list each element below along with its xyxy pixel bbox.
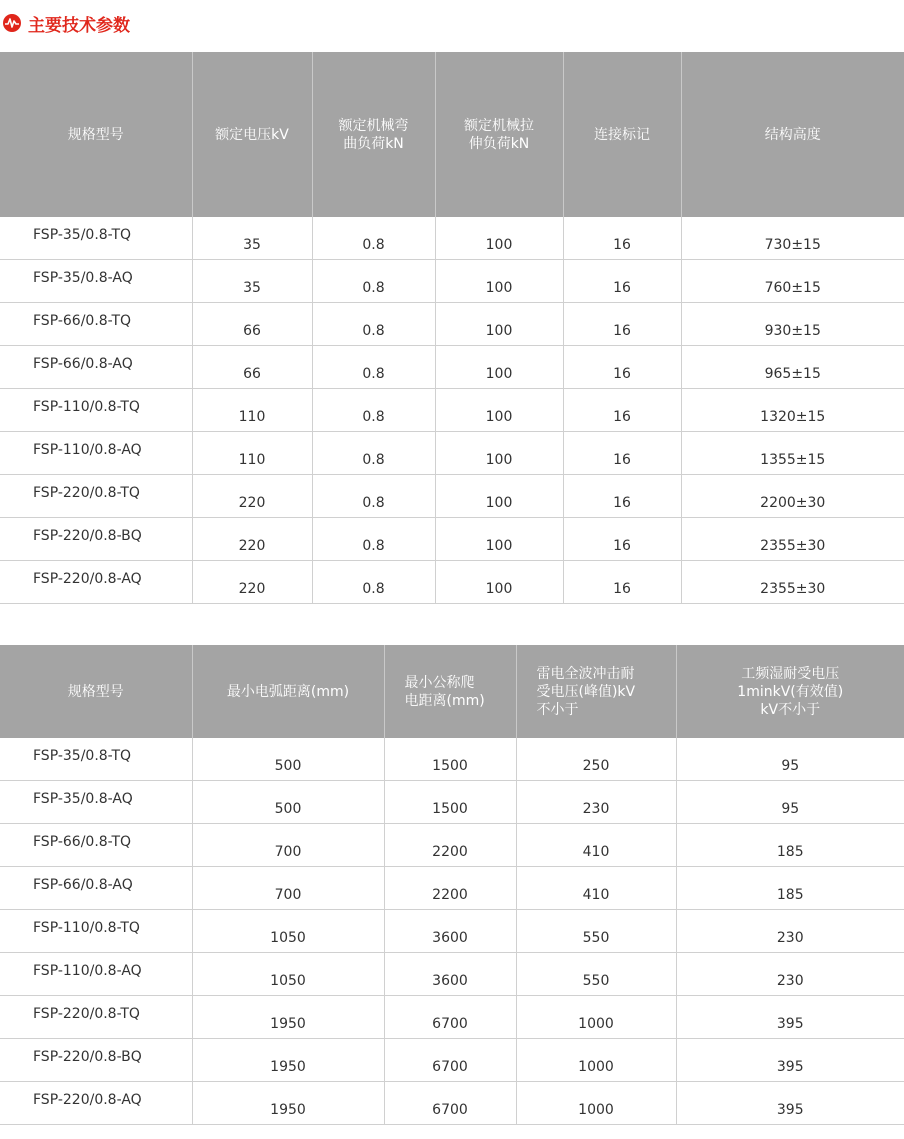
value-cell: 550: [516, 953, 676, 996]
value-cell: 95: [676, 781, 904, 824]
value-cell: 6700: [384, 1082, 516, 1125]
table-header-row: [0, 52, 904, 217]
value-cell: 100: [435, 432, 563, 475]
value-cell: 0.8: [312, 346, 435, 389]
value-cell: 0.8: [312, 303, 435, 346]
value-cell: 16: [563, 303, 681, 346]
value-cell: 220: [192, 561, 312, 604]
table-row: [0, 867, 904, 910]
column-header: 额定机械拉 伸负荷kN: [435, 52, 563, 217]
table-row: [0, 781, 904, 824]
spec-model-cell: FSP-220/0.8-BQ: [0, 1039, 192, 1082]
value-cell: 930±15: [681, 303, 904, 346]
column-header: 规格型号: [0, 52, 192, 217]
column-header: 连接标记: [563, 52, 681, 217]
value-cell: 230: [516, 781, 676, 824]
value-cell: 395: [676, 1039, 904, 1082]
spec-model-cell: FSP-110/0.8-TQ: [0, 910, 192, 953]
value-cell: 16: [563, 561, 681, 604]
value-cell: 1000: [516, 996, 676, 1039]
spec-model-cell: FSP-66/0.8-TQ: [0, 824, 192, 867]
value-cell: 95: [676, 738, 904, 781]
column-header: 工频湿耐受电压 1minkV(有效值) kV不小于: [676, 645, 904, 738]
value-cell: 185: [676, 867, 904, 910]
column-header: 最小电弧距离(mm): [192, 645, 384, 738]
value-cell: 700: [192, 867, 384, 910]
value-cell: 1000: [516, 1039, 676, 1082]
spec-model-cell: FSP-110/0.8-AQ: [0, 432, 192, 475]
value-cell: 100: [435, 475, 563, 518]
value-cell: 16: [563, 260, 681, 303]
table-row: [0, 303, 904, 346]
value-cell: 2200: [384, 867, 516, 910]
value-cell: 6700: [384, 996, 516, 1039]
page-title: 主要技术参数: [28, 15, 130, 36]
spec-model-cell: FSP-35/0.8-AQ: [0, 781, 192, 824]
value-cell: 0.8: [312, 475, 435, 518]
value-cell: 500: [192, 781, 384, 824]
value-cell: 16: [563, 475, 681, 518]
value-cell: 1950: [192, 1082, 384, 1125]
spec-model-cell: FSP-220/0.8-AQ: [0, 1082, 192, 1125]
spec-model-cell: FSP-220/0.8-AQ: [0, 561, 192, 604]
column-header: 雷电全波冲击耐 受电压(峰值)kV 不小于: [516, 645, 676, 738]
value-cell: 16: [563, 518, 681, 561]
value-cell: 965±15: [681, 346, 904, 389]
value-cell: 1050: [192, 910, 384, 953]
value-cell: 100: [435, 217, 563, 260]
value-cell: 16: [563, 346, 681, 389]
table-row: [0, 996, 904, 1039]
value-cell: 2355±30: [681, 561, 904, 604]
value-cell: 1500: [384, 781, 516, 824]
value-cell: 410: [516, 867, 676, 910]
spec-model-cell: FSP-35/0.8-TQ: [0, 217, 192, 260]
spec-model-cell: FSP-35/0.8-AQ: [0, 260, 192, 303]
spec-model-cell: FSP-66/0.8-TQ: [0, 303, 192, 346]
value-cell: 760±15: [681, 260, 904, 303]
value-cell: 395: [676, 996, 904, 1039]
value-cell: 1000: [516, 1082, 676, 1125]
spec-model-cell: FSP-66/0.8-AQ: [0, 346, 192, 389]
spec-model-cell: FSP-35/0.8-TQ: [0, 738, 192, 781]
table-row: [0, 1082, 904, 1125]
value-cell: 395: [676, 1082, 904, 1125]
value-cell: 66: [192, 346, 312, 389]
value-cell: 1950: [192, 1039, 384, 1082]
table-row: [0, 953, 904, 996]
column-header: 额定机械弯 曲负荷kN: [312, 52, 435, 217]
table-row: [0, 389, 904, 432]
value-cell: 100: [435, 260, 563, 303]
value-cell: 100: [435, 346, 563, 389]
column-header: 额定电压kV: [192, 52, 312, 217]
table-row: [0, 475, 904, 518]
table-row: [0, 1039, 904, 1082]
value-cell: 100: [435, 389, 563, 432]
spec-model-cell: FSP-220/0.8-TQ: [0, 996, 192, 1039]
value-cell: 220: [192, 475, 312, 518]
spec-model-cell: FSP-66/0.8-AQ: [0, 867, 192, 910]
spec-model-cell: FSP-220/0.8-TQ: [0, 475, 192, 518]
table-row: [0, 518, 904, 561]
table-header-row: [0, 645, 904, 738]
value-cell: 0.8: [312, 260, 435, 303]
value-cell: 110: [192, 389, 312, 432]
value-cell: 500: [192, 738, 384, 781]
table-row: [0, 432, 904, 475]
table-row: [0, 260, 904, 303]
value-cell: 35: [192, 260, 312, 303]
value-cell: 700: [192, 824, 384, 867]
value-cell: 230: [676, 910, 904, 953]
value-cell: 100: [435, 303, 563, 346]
column-header: 最小公称爬 电距离(mm): [384, 645, 516, 738]
value-cell: 250: [516, 738, 676, 781]
spec-model-cell: FSP-110/0.8-AQ: [0, 953, 192, 996]
table-row: [0, 217, 904, 260]
table-row: [0, 910, 904, 953]
table-row: [0, 561, 904, 604]
value-cell: 16: [563, 217, 681, 260]
value-cell: 1355±15: [681, 432, 904, 475]
value-cell: 185: [676, 824, 904, 867]
value-cell: 66: [192, 303, 312, 346]
value-cell: 1050: [192, 953, 384, 996]
value-cell: 1950: [192, 996, 384, 1039]
table-row: [0, 738, 904, 781]
value-cell: 730±15: [681, 217, 904, 260]
table-row: [0, 824, 904, 867]
value-cell: 550: [516, 910, 676, 953]
value-cell: 2200±30: [681, 475, 904, 518]
value-cell: 16: [563, 432, 681, 475]
value-cell: 16: [563, 389, 681, 432]
value-cell: 220: [192, 518, 312, 561]
value-cell: 6700: [384, 1039, 516, 1082]
section-title: [0, 10, 130, 36]
wave-logo-icon: [3, 14, 21, 32]
value-cell: 1320±15: [681, 389, 904, 432]
value-cell: 2355±30: [681, 518, 904, 561]
value-cell: 110: [192, 432, 312, 475]
spec-model-cell: FSP-220/0.8-BQ: [0, 518, 192, 561]
value-cell: 1500: [384, 738, 516, 781]
column-header: 结构高度: [681, 52, 904, 217]
column-header: 规格型号: [0, 645, 192, 738]
table-row: [0, 346, 904, 389]
value-cell: 3600: [384, 953, 516, 996]
spec-table-electrical: [0, 645, 904, 1125]
value-cell: 0.8: [312, 518, 435, 561]
value-cell: 0.8: [312, 432, 435, 475]
value-cell: 35: [192, 217, 312, 260]
value-cell: 3600: [384, 910, 516, 953]
value-cell: 0.8: [312, 217, 435, 260]
value-cell: 100: [435, 518, 563, 561]
value-cell: 0.8: [312, 389, 435, 432]
value-cell: 410: [516, 824, 676, 867]
value-cell: 2200: [384, 824, 516, 867]
value-cell: 230: [676, 953, 904, 996]
value-cell: 0.8: [312, 561, 435, 604]
spec-table-mechanical: [0, 52, 904, 604]
spec-model-cell: FSP-110/0.8-TQ: [0, 389, 192, 432]
value-cell: 100: [435, 561, 563, 604]
